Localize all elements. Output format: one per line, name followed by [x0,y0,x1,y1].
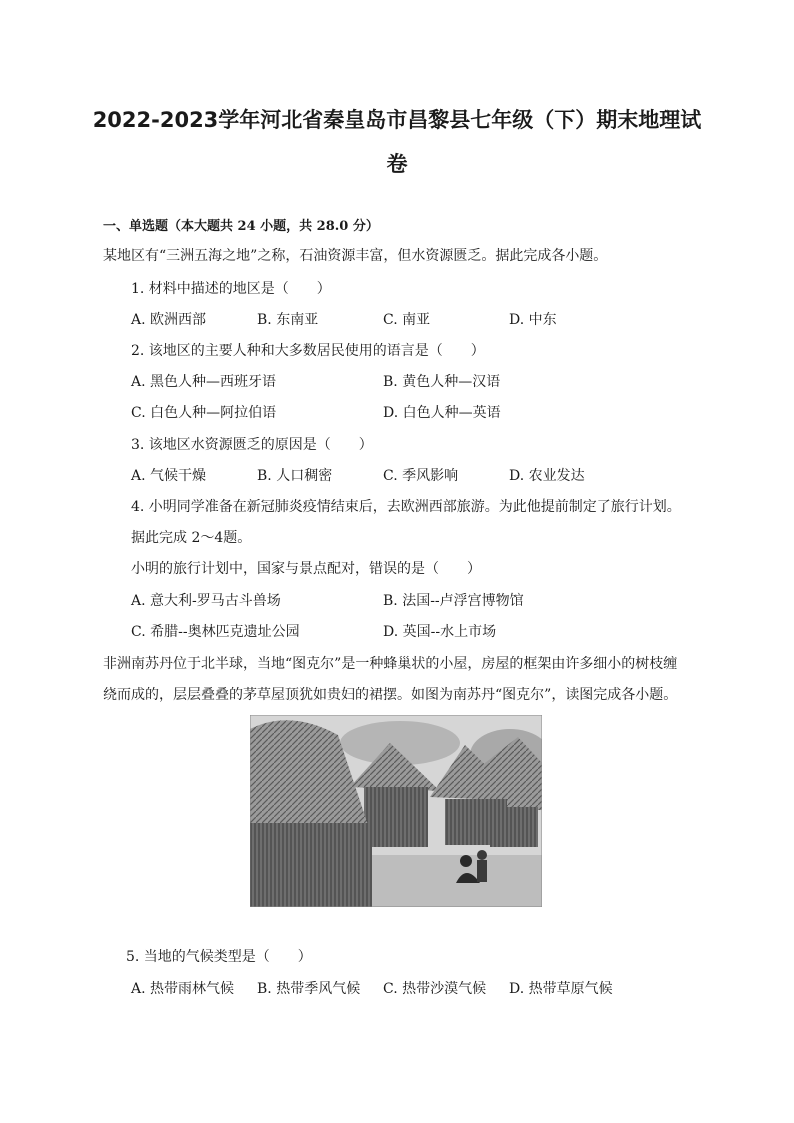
q4-option-b: B. 法国--卢浮宫博物馆 [383,593,524,609]
question-3-stem: 3. 该地区水资源匮乏的原因是（ ） [131,437,373,453]
question-4-stem-2: 据此完成 2～4题。 [131,530,252,546]
section-header: 一、单选题（本大题共 24 小题，共 28.0 分） [103,219,379,234]
q2-option-d: D. 白色人种—英语 [383,405,501,421]
q3-option-a: A. 气候干燥 [131,468,207,484]
title-line-2: 卷 [386,152,408,176]
intro-passage-1: 某地区有“三洲五海之地”之称，石油资源丰富，但水资源匮乏。据此完成各小题。 [103,248,608,264]
tukul-huts-illustration [250,715,542,907]
intro-passage-2-line-2: 绕而成的，层层叠叠的茅草屋顶犹如贵妇的裙摆。如图为南苏丹“图克尔”，读图完成各小题。 [103,687,678,703]
q5-option-b: B. 热带季风气候 [257,981,361,997]
tukul-huts-photo [250,715,542,907]
q5-option-a: A. 热带雨林气候 [131,981,235,997]
q1-option-a: A. 欧洲西部 [131,312,207,328]
q5-option-c: C. 热带沙漠气候 [383,981,487,997]
q3-option-d: D. 农业发达 [509,468,585,484]
q3-option-b: B. 人口稠密 [257,468,333,484]
question-4-stem-3: 小明的旅行计划中，国家与景点配对，错误的是（ ） [131,561,481,577]
q5-option-d: D. 热带草原气候 [509,981,613,997]
q2-option-b: B. 黄色人种—汉语 [383,374,501,390]
q2-option-a: A. 黑色人种—西班牙语 [131,374,277,390]
title-line-1: 2022-2023学年河北省秦皇岛市昌黎县七年级（下）期末地理试 [92,108,702,132]
q2-option-c: C. 白色人种—阿拉伯语 [131,405,277,421]
intro-passage-2-line-1: 非洲南苏丹位于北半球，当地“图克尔”是一种蜂巢状的小屋，房屋的框架由许多细小的树枝缠 [103,656,678,672]
question-2-stem: 2. 该地区的主要人种和大多数居民使用的语言是（ ） [131,343,485,359]
q1-option-d: D. 中东 [509,312,557,328]
q4-option-c: C. 希腊--奥林匹克遗址公园 [131,624,300,640]
question-5-stem: 5. 当地的气候类型是（ ） [126,949,312,965]
question-4-stem: 4. 小明同学准备在新冠肺炎疫情结束后，去欧洲西部旅游。为此他提前制定了旅行计划。 [131,499,681,515]
q1-option-c: C. 南亚 [383,312,431,328]
page-title [60,98,734,186]
q1-option-b: B. 东南亚 [257,312,319,328]
q3-option-c: C. 季风影响 [383,468,459,484]
question-1-stem: 1. 材料中描述的地区是（ ） [131,281,331,297]
q4-option-a: A. 意大利-罗马古斗兽场 [131,593,281,609]
q4-option-d: D. 英国--水上市场 [383,624,497,640]
